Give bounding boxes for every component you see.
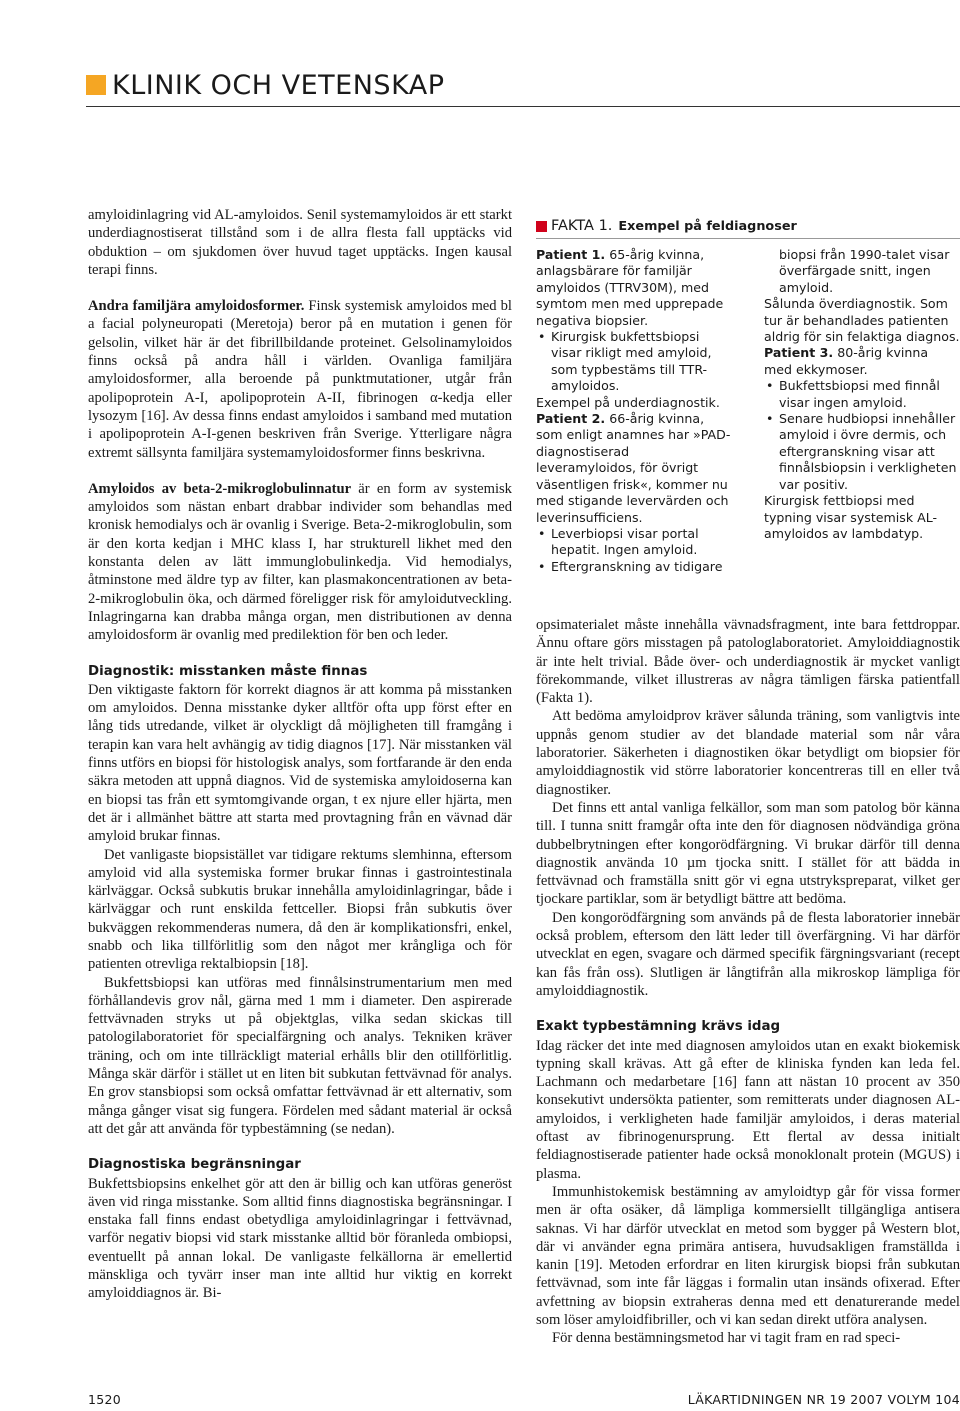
paragraph: Andra familjära amyloidosformer. Finsk systemisk amyloidos med bl a facial polyneuropati (Meretoja) beror på en mutation i genen för gelsolin, vilket här är det fibrillbildande proteinet. Gelsolinamyloidos finns också på andra håll i världen. Ovanliga familjära amyloidosformer, alla beroende på punktmutationer, utgår från apolipoprotein A-I, apolipoprotein A-II, fibrinogen α-kedja eller lysozym [16]. Av dessa finns endast amyloidos i samband med mutation i apolipoprotein A-I-genen beskriven från Sverige. Ytterligare några extremt sällsynta familjära systemamyloidosformer finns beskrivna. <box>88 298 512 461</box>
fact-box-column-1 <box>536 247 732 575</box>
fact-line: Patient 3. 80-årig kvinna med ekkymoser. <box>764 345 929 377</box>
paragraph: Att bedöma amyloidprov kräver sålunda träning, som vanligtvis inte uppnås genom studier av det blandade material som når våra laboratorier. Säkerheten i diagnostiken ökar betydligt om biopsier för amyloiddiagnostik vid större laboratorier koncentreras till en eller två diagnostiker. <box>536 708 960 798</box>
fact-box <box>536 218 960 575</box>
paragraph: opsimaterialet måste innehålla vävnadsfragment, inte bara fettdroppar. Ännu oftare görs misstagen på patologlaboratoriet. Amyloiddiagnostik är inte helt trivial. Både över- och underdiagnostik är mycket vanligt förekommande, vilket illustreras av några tämligen färska patientfall (Fakta 1). <box>536 617 960 707</box>
paragraph: Bukfettsbiopsins enkelhet gör att den är billig och kan utföras generöst även vid ringa misstanke. Som alltid finns diagnostiska begränsningar. I enstaka fall finns endast obetydliga amyloidinlagringar i fettvävnad, varför negativ biopsi vid stark misstanke alltid bör föranleda ombiopsi, eventuellt på annan lokal. De vanligaste felkällorna är emellertid mänskliga och tyvärr inser man inte alltid hur viktig en korrekt amyloiddiagnos är. Bi- <box>88 1175 512 1302</box>
fact-bullet: • Eftergranskning av tidigare <box>536 559 732 575</box>
fact-line: Kirurgisk fettbiopsi med typning visar systemisk AL-amyloidos av lambdatyp. <box>764 493 938 541</box>
journal-footer: LÄKARTIDNINGEN NR 19 2007 VOLYM 104 <box>687 1392 960 1407</box>
paragraph: amyloidinlagring vid AL-amyloidos. Senil systemamyloidos är ett starkt underdiagnostiserat tillstånd som i de allra flesta fall upptäcks vid obduktion – om sjukdomen över huvud taget upptäcks. Ingen kausal terapi finns. <box>88 207 512 278</box>
patient-label: Patient 2. <box>536 411 606 427</box>
right-column <box>536 616 960 1348</box>
section-header <box>86 68 445 102</box>
section-title: KLINIK OCH VETENSKAP <box>112 69 445 101</box>
left-column <box>88 206 512 1303</box>
fact-box-heading: Exempel på feldiagnoser <box>618 218 797 234</box>
fact-line: Patient 1. 65-årig kvinna, anlagsbärare för familjär amyloidos (TTRV30M), med symtom men med upprepade negativa biopsier. <box>536 247 724 328</box>
fact-line: Sålunda överdiagnostik. Som tur är behandlades patienten aldrig för sin felaktiga diagnos. <box>764 296 960 345</box>
paragraph: Immunhistokemisk bestämning av amyloidtyp går för vissa former men är ofta osäker, då lämpliga kommersiellt tillgängliga antisera saknas. Vi har därför utvecklat en metod som bygger på Western blot, där vi använder egna primära antisera, huvudsakligen framställda i kanin [19]. Metoden erfordrar en liten kirurgisk biopsi från subkutan fettvävnad, som inte får läggas i formalin utan insänds ofixerad. Efter avfettning av biopsin extraheras denna med ett denaturerande medel som löser amyloidfibriller, och vi kan sedan direkt utföra analysen. <box>536 1183 960 1328</box>
paragraph: Den kongorödfärgning som används på de flesta laboratorier innebär också problem, eftersom den lätt leder till överfärgning. Vi har därför utvecklat en egen, svagare och därmed specifik färgningsvariant (recept kan fås från oss). Slutligen är långtifrån alla mikroskop lämpliga för amyloiddiagnostik. <box>536 909 960 999</box>
fact-line: Patient 2. 66-årig kvinna, som enligt anamnes har »PAD-diagnostiserad leveramyloidos, för övrigt väsentligen frisk«, kommer nu med stigande levervärden och leverinsufficiens. <box>536 411 731 525</box>
fact-bullet: • Senare hudbiopsi innehåller amyloid i övre dermis, och eftergranskning visar att finnålsbiopsin i verkligheten var positiv. <box>764 411 960 493</box>
patient-label: Patient 1. <box>536 247 606 262</box>
paragraph: Det vanligaste biopsistället var tidigare rektums slemhinna, eftersom amyloid vid alla systemiska former brukar finnas i gastrointestinala kärlväggar. Också subkutis brukar innehålla amyloidinlagringar, både i kärlväggar och runt enskilda fettceller. Biopsi från subkutis över bukväggen rekommenderas numera, då den är komplikationsfri, enkel, snabb och lika tillförlitlig som den något mer krångliga och för patienten otrevliga rektalbiopsin [18]. <box>88 846 512 973</box>
paragraph: Amyloidos av beta-2-mikroglobulinnatur är en form av systemisk amyloidos som nästan enbart drabbar individer som behandlas med kronisk hemodialys och är ovanlig i Sverige. Beta-2-mikroglobulin, som är den korta kedjan i MHC klass I, har strukturell likhet med den konstanta delen av lätt immunglobulinkedja. Vid hemodialys, åtminstone med äldre typ av filter, kan plasmakoncentrationen av beta-2-mikroglobulin öka, och därmed föreligger risk för amyloidutveckling. Inlagringarna kan drabba många organ, men distributionen av denna amyloidosform är ovanlig med predilektion för ben och leder. <box>88 480 512 644</box>
fact-bullet: • Bukfettsbiopsi med finnål visar ingen amyloid. <box>764 378 960 411</box>
fact-continuation: biopsi från 1990-talet visar överfärgade snitt, ingen amyloid. <box>779 247 950 295</box>
paragraph: Det finns ett antal vanliga felkällor, som man som patolog bör känna till. I tunna snitt framgår ofta inte den för diagnosen nödvändiga gröna dubbelbrytningen efter kongorödfärgning. Vi brukar därför till denna diagnostik använda 10 µm tjocka snitt. I stället för att bädda in fettvävnad och framställa snitt gör vi egna utstrykspreparat, vilket ger tjockare partiklar, som är betydligt bättre att bedöma. <box>536 799 960 908</box>
section-heading: Diagnostik: misstanken måste finnas <box>88 663 368 679</box>
fact-box-title <box>536 218 960 239</box>
paragraph: Bukfettsbiopsi kan utföras med finnålsinstrumentarium men med förhållandevis grov nål, gärna med 1 mm i diameter. Den aspirerade fettvävnaden stryks ut på objektglas, vilka sedan skickas till patologilaboratoriet för specialfärgning och analys. Tekniken kräver träning, och om inte tillräckligt material erhålls blir den otillförlitlig. Många skär därför i stället ut en liten bit subkutan fettvävnad för analys. En grov stansbiopsi som också omfattar fettvävnad är ett alternativ, som många gånger visat sig fungera. Fördelen med sådant material är också att det går att använda för typbestämning (se nedan). <box>88 974 512 1137</box>
paragraph-lead: Amyloidos av beta-2-mikroglobulinnatur <box>88 480 352 497</box>
fact-bullet: • Leverbiopsi visar portal hepatit. Ingen amyloid. <box>536 526 732 559</box>
paragraph-lead: Andra familjära amyloidosformer. <box>88 298 305 315</box>
orange-square-icon <box>86 75 106 95</box>
red-square-icon <box>536 221 547 232</box>
page-number: 1520 <box>88 1392 122 1407</box>
header-rule <box>86 106 960 107</box>
fact-box-label: FAKTA 1. <box>551 218 613 234</box>
paragraph: För denna bestämningsmetod har vi tagit fram en rad speci- <box>552 1330 901 1347</box>
fact-bullet: • Kirurgisk bukfettsbiopsi visar rikligt med amyloid, som typbestäms till TTR-amyloidos. <box>536 329 732 395</box>
paragraph: Den viktigaste faktorn för korrekt diagnos är att komma på misstanken om amyloidos. Denna misstanke dyker alltför ofta upp först efter en lång tids utredande, vilket är olyckligt då möjligheten till framgång i terapin kan vara helt avhängig av tidig diagnos [17]. När misstanken väl finns utförs en biopsi för histologisk analys, som fortfarande är den enda säkra metoden att uppnå diagnos. Vid de systemiska amyloidoserna kan en biopsi tas från ett symtomgivande organ, t ex njure eller hjärta, men det är i allmänhet bättre att starta med provtagning från en vävnad där amyloid brukar finnas. <box>88 681 512 845</box>
fact-box-column-2 <box>764 247 960 575</box>
section-heading: Exakt typbestämning krävs idag <box>536 1019 781 1035</box>
paragraph: Idag räcker det inte med diagnosen amyloidos utan en exakt biokemisk typning skall krävas. Att gå efter de kliniska fynden kan leda fel. Lachmann och medarbetare [16] fann att nästan 10 procent av 350 konsekutivt undersökta patienter, som remitterats under diagnosen AL-amyloidos, i verkligheten hade familjär amyloidos, i deras material oftast av fibrinogenursprung. Ett flertal av dessa initialt feldiagnostiserade patienter hade också monoklonalt protein (MGUS) i plasma. <box>536 1037 960 1182</box>
patient-label: Patient 3. <box>764 345 834 361</box>
fact-line: Exempel på underdiagnostik. <box>536 394 720 410</box>
section-heading: Diagnostiska begränsningar <box>88 1157 301 1173</box>
